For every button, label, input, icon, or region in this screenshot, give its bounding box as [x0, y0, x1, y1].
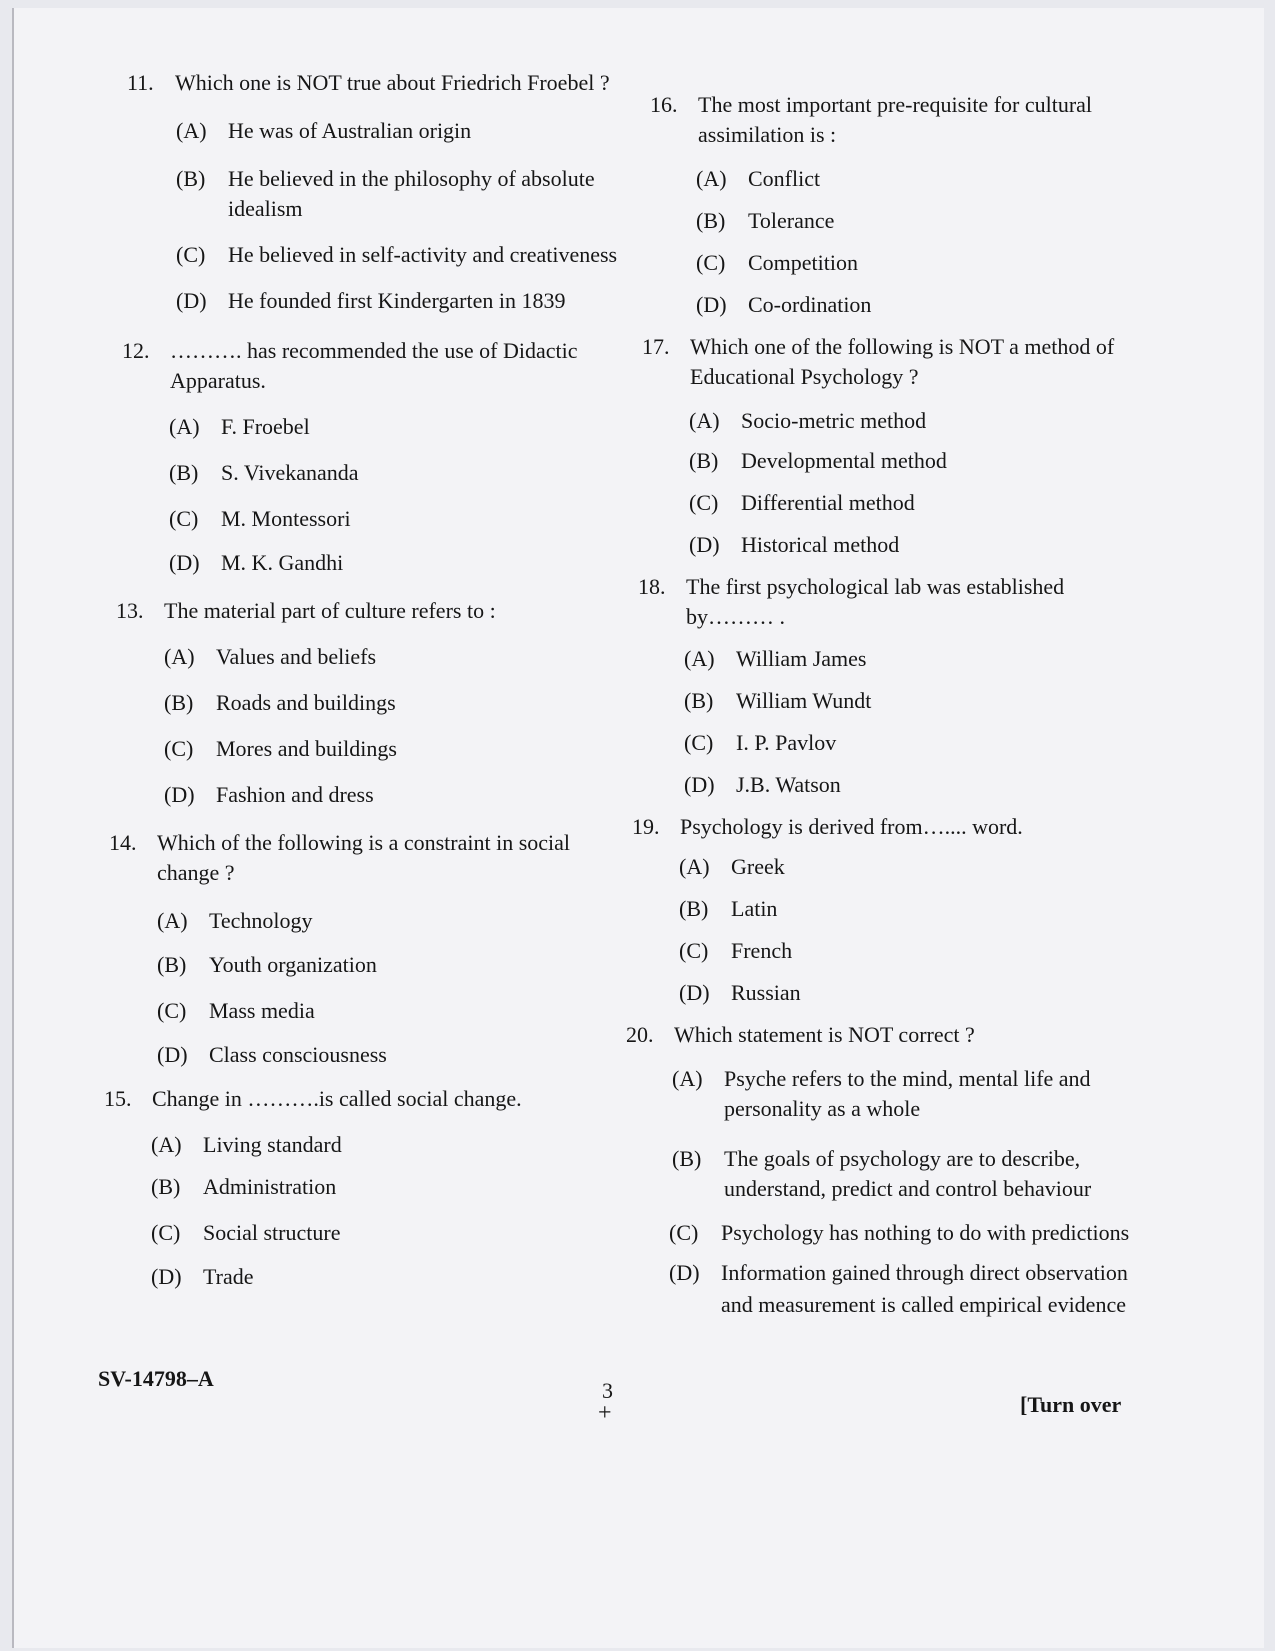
question-number: 16.: [650, 92, 678, 117]
page-number: 3: [602, 1378, 613, 1403]
question-number: 12.: [122, 338, 150, 363]
question-text: The material part of culture refers to :: [164, 598, 496, 623]
question-number: 15.: [104, 1086, 132, 1111]
question-text: Which one of the following is NOT a method of: [690, 334, 1115, 359]
question-text: Which of the following is a constraint in social: [157, 830, 571, 855]
registration-mark: +: [598, 1400, 612, 1426]
question-text: The first psychological lab was established: [686, 574, 1065, 599]
question-number: 13.: [116, 598, 144, 623]
question-number: 11.: [127, 70, 154, 95]
question-number: 18.: [638, 574, 666, 599]
question-text: Which one is NOT true about Friedrich Froebel ?: [175, 70, 610, 95]
question-text: ………. has recommended the use of Didactic: [170, 338, 578, 363]
question-text: Which statement is NOT correct ?: [674, 1022, 975, 1047]
exam-page: 11. Which one is NOT true about Friedrich Froebel ? (A) He was of Australian origin (B) He believed in the philosophy of absolute idealism (C) He believed in self-activity and creativeness (D) He founded first Kindergarten in 1839 12. ………. has recommended the use of Didactic Apparatus. (A) F. Froebel (B) S. Vivekananda (C) M. Montessori (D) M. K. Gandhi 13. The material part of culture refers to : (A) Values and beliefs (B) Roads and buildings (C) Mores and buildings (D) Fashion and dress 14. Which of the following is a constraint in social change ? (A) Technology (B) Youth organization (C) Mass media (D) Class consciousness 15. Change in ……….is called social change. (A) Living standard (B) Administration (C) Social structure (D) Trade 16. The most important pre-requisite for cultural assimilation is : (A) Conflict (B) Tolerance (C) Competition (D) Co-ordination 17. Which one of the following is NOT a method of Educational Psychology ? (A) Socio-metric method (B) Developmental method (C) Differential method (D) Historical method 18. The first psychological lab was established by……… . (A) William James (B) William Wundt (C) I. P. Pavlov (D) J.B. Watson 19. Psychology is derived from….... word. (A) Greek (B) Latin (C) French (D) Russian 20. Which statement is NOT correct ? (A) Psyche refers to the mind, mental life and personality as a whole (B) The goals of psychology are to describe, understand, predict and control behaviour (C) Psychology has nothing to do with predictions (D) Information gained through direct observation and measurement is called empirical evidence SV-14798–A 3 + [Turn over: [12, 8, 1264, 1648]
paper-code: SV-14798–A: [98, 1366, 214, 1391]
turn-over-note: [Turn over: [1020, 1392, 1122, 1417]
question-number: 17.: [642, 334, 670, 359]
question-text: Psychology is derived from….... word.: [680, 814, 1023, 839]
question-number: 14.: [109, 830, 137, 855]
question-number: 19.: [632, 814, 660, 839]
question-text: The most important pre-requisite for cultural: [698, 92, 1093, 117]
question-number: 20.: [626, 1022, 654, 1047]
question-text: Change in ……….is called social change.: [152, 1086, 522, 1111]
